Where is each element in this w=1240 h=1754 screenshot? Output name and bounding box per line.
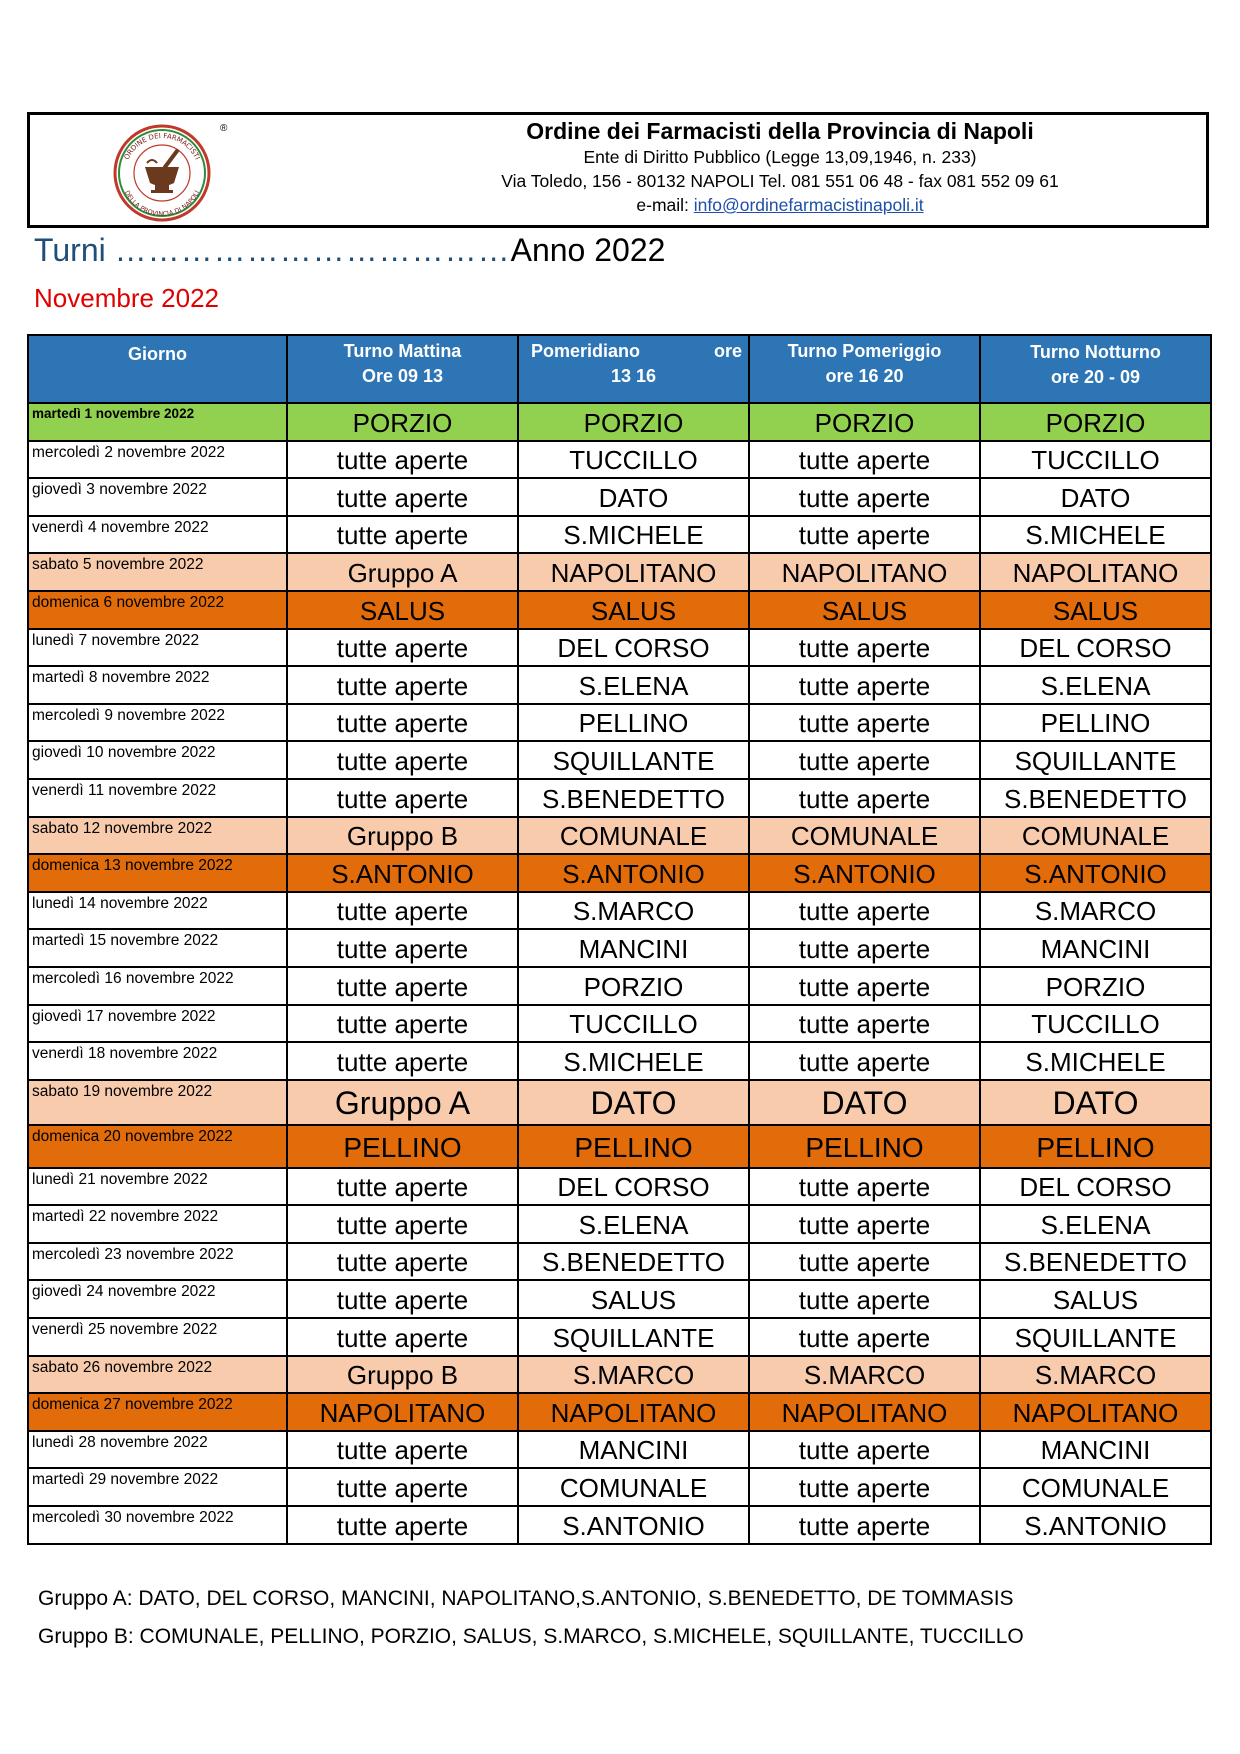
day-cell: giovedì 3 novembre 2022 (28, 478, 287, 516)
afternoon-shift-cell: DATO (749, 1080, 980, 1125)
pomeridiano-shift-cell: PORZIO (518, 967, 749, 1005)
column-header-morning-hours: Ore 09 13 (361, 366, 444, 386)
afternoon-shift-cell: tutte aperte (749, 516, 980, 554)
night-shift-cell: NAPOLITANO (980, 1393, 1211, 1431)
day-cell: martedì 29 novembre 2022 (28, 1468, 287, 1506)
table-row (28, 854, 1211, 892)
table-row (28, 478, 1211, 516)
morning-shift-cell: tutte aperte (287, 1005, 518, 1043)
organization-subtitle: Ente di Diritto Pubblico (Legge 13,09,1946, n. 233) (583, 147, 977, 167)
pomeridiano-shift-cell: S.MARCO (518, 892, 749, 930)
afternoon-shift-cell: PELLINO (749, 1125, 980, 1168)
morning-shift-cell: tutte aperte (287, 1042, 518, 1080)
column-header-afternoon-title: Turno Pomeriggio (787, 341, 942, 361)
night-shift-cell: S.ANTONIO (980, 1506, 1211, 1544)
table-row (28, 1431, 1211, 1469)
night-shift-cell: S.BENEDETTO (980, 779, 1211, 817)
night-shift-cell: S.MARCO (980, 892, 1211, 930)
day-cell: mercoledì 30 novembre 2022 (28, 1506, 287, 1544)
table-row (28, 1280, 1211, 1318)
column-header-pomeridiano-label: Pomeridiano (531, 341, 641, 361)
afternoon-shift-cell: SALUS (749, 591, 980, 629)
pomeridiano-shift-cell: TUCCILLO (518, 1005, 749, 1043)
column-header-day (28, 335, 287, 403)
pomeridiano-shift-cell: S.ANTONIO (518, 854, 749, 892)
day-cell: venerdì 25 novembre 2022 (28, 1318, 287, 1356)
morning-shift-cell: Gruppo A (287, 553, 518, 591)
day-cell: domenica 27 novembre 2022 (28, 1393, 287, 1431)
morning-shift-cell: tutte aperte (287, 1168, 518, 1206)
day-cell: mercoledì 16 novembre 2022 (28, 967, 287, 1005)
pomeridiano-shift-cell: S.MICHELE (518, 1042, 749, 1080)
night-shift-cell: S.MARCO (980, 1356, 1211, 1394)
day-cell: giovedì 10 novembre 2022 (28, 741, 287, 779)
morning-shift-cell: tutte aperte (287, 666, 518, 704)
pomeridiano-shift-cell: S.MARCO (518, 1356, 749, 1394)
table-row (28, 1243, 1211, 1281)
day-cell: mercoledì 23 novembre 2022 (28, 1243, 287, 1281)
morning-shift-cell: tutte aperte (287, 1243, 518, 1281)
night-shift-cell: S.MICHELE (980, 516, 1211, 554)
pomeridiano-shift-cell: COMUNALE (518, 817, 749, 855)
night-shift-cell: DATO (980, 478, 1211, 516)
morning-shift-cell: tutte aperte (287, 704, 518, 742)
morning-shift-cell: SALUS (287, 591, 518, 629)
organization-email-line (330, 193, 1230, 217)
morning-shift-cell: tutte aperte (287, 1506, 518, 1544)
pomeridiano-shift-cell: S.ANTONIO (518, 1506, 749, 1544)
shift-schedule-table (27, 334, 1212, 1545)
table-row (28, 1393, 1211, 1431)
day-cell: domenica 13 novembre 2022 (28, 854, 287, 892)
morning-shift-cell: tutte aperte (287, 1431, 518, 1469)
night-shift-cell: SALUS (980, 1280, 1211, 1318)
afternoon-shift-cell: tutte aperte (749, 1280, 980, 1318)
pomeridiano-shift-cell: NAPOLITANO (518, 1393, 749, 1431)
day-cell: lunedì 28 novembre 2022 (28, 1431, 287, 1469)
afternoon-shift-cell: COMUNALE (749, 817, 980, 855)
night-shift-cell: NAPOLITANO (980, 553, 1211, 591)
pomeridiano-shift-cell: NAPOLITANO (518, 553, 749, 591)
table-row (28, 779, 1211, 817)
table-row (28, 1506, 1211, 1544)
pomeridiano-shift-cell: SALUS (518, 591, 749, 629)
afternoon-shift-cell: tutte aperte (749, 629, 980, 667)
column-header-morning-title: Turno Mattina (343, 341, 462, 361)
afternoon-shift-cell: tutte aperte (749, 704, 980, 742)
morning-shift-cell: tutte aperte (287, 441, 518, 479)
day-cell: sabato 26 novembre 2022 (28, 1356, 287, 1394)
morning-shift-cell: tutte aperte (287, 967, 518, 1005)
column-header-pomeridiano-title (519, 339, 748, 364)
morning-shift-cell: tutte aperte (287, 1468, 518, 1506)
afternoon-shift-cell: tutte aperte (749, 1318, 980, 1356)
pomeridiano-shift-cell: SALUS (518, 1280, 749, 1318)
month-title: Novembre 2022 (34, 283, 219, 313)
table-row (28, 704, 1211, 742)
night-shift-cell: SQUILLANTE (980, 741, 1211, 779)
morning-shift-cell: Gruppo A (287, 1080, 518, 1125)
group-b-line: Gruppo B: COMUNALE, PELLINO, PORZIO, SALUS, S.MARCO, S.MICHELE, SQUILLANTE, TUCCILLO (38, 1625, 1024, 1648)
column-header-pomeridiano (518, 335, 749, 403)
afternoon-shift-cell: tutte aperte (749, 1205, 980, 1243)
morning-shift-cell: tutte aperte (287, 779, 518, 817)
morning-shift-cell: tutte aperte (287, 516, 518, 554)
morning-shift-cell: PORZIO (287, 403, 518, 441)
table-row (28, 403, 1211, 441)
column-header-night (980, 335, 1211, 403)
turni-title (34, 230, 665, 270)
table-row (28, 1356, 1211, 1394)
morning-shift-cell: tutte aperte (287, 741, 518, 779)
afternoon-shift-cell: tutte aperte (749, 1506, 980, 1544)
night-shift-cell: TUCCILLO (980, 441, 1211, 479)
afternoon-shift-cell: S.MARCO (749, 1356, 980, 1394)
table-header-row (28, 335, 1211, 403)
morning-shift-cell: S.ANTONIO (287, 854, 518, 892)
order-seal-logo (107, 123, 217, 223)
pomeridiano-shift-cell: MANCINI (518, 929, 749, 967)
night-shift-cell: MANCINI (980, 1431, 1211, 1469)
night-shift-cell: MANCINI (980, 929, 1211, 967)
day-cell: mercoledì 9 novembre 2022 (28, 704, 287, 742)
anno-label: Anno 2022 (510, 232, 666, 268)
day-cell: giovedì 17 novembre 2022 (28, 1005, 287, 1043)
day-cell: mercoledì 2 novembre 2022 (28, 441, 287, 479)
morning-shift-cell: Gruppo B (287, 1356, 518, 1394)
table-row (28, 591, 1211, 629)
table-row (28, 1042, 1211, 1080)
pomeridiano-shift-cell: S.ELENA (518, 666, 749, 704)
table-row (28, 892, 1211, 930)
morning-shift-cell: NAPOLITANO (287, 1393, 518, 1431)
pomeridiano-shift-cell: S.BENEDETTO (518, 1243, 749, 1281)
registered-mark: ® (220, 123, 228, 134)
seal-text-top: ORDINE DEI FARMACISTI (122, 131, 202, 162)
day-cell: sabato 19 novembre 2022 (28, 1080, 287, 1125)
table-row (28, 929, 1211, 967)
night-shift-cell: PELLINO (980, 704, 1211, 742)
pomeridiano-shift-cell: DEL CORSO (518, 1168, 749, 1206)
letterhead (27, 112, 1209, 228)
column-header-morning (287, 335, 518, 403)
organization-info (330, 117, 1230, 217)
day-cell: lunedì 21 novembre 2022 (28, 1168, 287, 1206)
pomeridiano-shift-cell: PORZIO (518, 403, 749, 441)
day-cell: martedì 15 novembre 2022 (28, 929, 287, 967)
table-row (28, 1005, 1211, 1043)
table-row (28, 817, 1211, 855)
afternoon-shift-cell: tutte aperte (749, 892, 980, 930)
seal-text-bottom: DELLA PROVINCIA DI NAPOLI (122, 189, 202, 219)
day-cell: venerdì 11 novembre 2022 (28, 779, 287, 817)
day-cell: sabato 12 novembre 2022 (28, 817, 287, 855)
column-header-pomeridiano-hours: 13 16 (610, 366, 657, 386)
table-row (28, 1080, 1211, 1125)
night-shift-cell: COMUNALE (980, 1468, 1211, 1506)
day-cell: martedì 22 novembre 2022 (28, 1205, 287, 1243)
morning-shift-cell: tutte aperte (287, 1280, 518, 1318)
afternoon-shift-cell: PORZIO (749, 403, 980, 441)
night-shift-cell: COMUNALE (980, 817, 1211, 855)
table-row (28, 516, 1211, 554)
day-cell: giovedì 24 novembre 2022 (28, 1280, 287, 1318)
turni-dots: ……………………………… (114, 232, 511, 268)
table-row (28, 441, 1211, 479)
afternoon-shift-cell: tutte aperte (749, 441, 980, 479)
morning-shift-cell: Gruppo B (287, 817, 518, 855)
pomeridiano-shift-cell: S.BENEDETTO (518, 779, 749, 817)
afternoon-shift-cell: tutte aperte (749, 1243, 980, 1281)
table-row (28, 1125, 1211, 1168)
table-row (28, 967, 1211, 1005)
pomeridiano-shift-cell: TUCCILLO (518, 441, 749, 479)
table-row (28, 666, 1211, 704)
pomeridiano-shift-cell: MANCINI (518, 1431, 749, 1469)
night-shift-cell: PELLINO (980, 1125, 1211, 1168)
group-a-line: Gruppo A: DATO, DEL CORSO, MANCINI, NAPOLITANO,S.ANTONIO, S.BENEDETTO, DE TOMMASIS (38, 1587, 1014, 1610)
night-shift-cell: PORZIO (980, 967, 1211, 1005)
night-shift-cell: PORZIO (980, 403, 1211, 441)
afternoon-shift-cell: tutte aperte (749, 967, 980, 1005)
table-row (28, 553, 1211, 591)
afternoon-shift-cell: tutte aperte (749, 779, 980, 817)
day-cell: venerdì 4 novembre 2022 (28, 516, 287, 554)
night-shift-cell: DATO (980, 1080, 1211, 1125)
morning-shift-cell: tutte aperte (287, 929, 518, 967)
table-row (28, 741, 1211, 779)
afternoon-shift-cell: NAPOLITANO (749, 1393, 980, 1431)
seal-icon (107, 123, 217, 223)
table-row (28, 1318, 1211, 1356)
table-row (28, 1205, 1211, 1243)
table-row (28, 1468, 1211, 1506)
morning-shift-cell: tutte aperte (287, 478, 518, 516)
turni-label: Turni (34, 232, 106, 268)
day-cell: lunedì 7 novembre 2022 (28, 629, 287, 667)
organization-address: Via Toledo, 156 - 80132 NAPOLI Tel. 081 551 06 48 - fax 081 552 09 61 (501, 171, 1059, 191)
night-shift-cell: S.ANTONIO (980, 854, 1211, 892)
afternoon-shift-cell: tutte aperte (749, 1168, 980, 1206)
afternoon-shift-cell: tutte aperte (749, 1468, 980, 1506)
groups-legend (38, 1580, 1024, 1656)
table-body (28, 403, 1211, 1544)
day-cell: venerdì 18 novembre 2022 (28, 1042, 287, 1080)
morning-shift-cell: PELLINO (287, 1125, 518, 1168)
column-header-night-title: Turno Notturno (1030, 342, 1161, 362)
column-header-afternoon-hours: ore 16 20 (825, 366, 904, 386)
afternoon-shift-cell: tutte aperte (749, 1005, 980, 1043)
night-shift-cell: DEL CORSO (980, 1168, 1211, 1206)
column-header-afternoon (749, 335, 980, 403)
table-row (28, 1168, 1211, 1206)
email-label: e-mail: (636, 195, 694, 215)
afternoon-shift-cell: S.ANTONIO (749, 854, 980, 892)
column-header-night-hours: ore 20 - 09 (1050, 367, 1141, 387)
pomeridiano-shift-cell: DATO (518, 478, 749, 516)
email-link[interactable]: info@ordinefarmacistinapoli.it (693, 195, 924, 215)
night-shift-cell: S.MICHELE (980, 1042, 1211, 1080)
morning-shift-cell: tutte aperte (287, 892, 518, 930)
day-cell: domenica 20 novembre 2022 (28, 1125, 287, 1168)
pomeridiano-shift-cell: S.ELENA (518, 1205, 749, 1243)
morning-shift-cell: tutte aperte (287, 1318, 518, 1356)
night-shift-cell: SALUS (980, 591, 1211, 629)
pomeridiano-shift-cell: DEL CORSO (518, 629, 749, 667)
afternoon-shift-cell: NAPOLITANO (749, 553, 980, 591)
pomeridiano-shift-cell: COMUNALE (518, 1468, 749, 1506)
night-shift-cell: TUCCILLO (980, 1005, 1211, 1043)
day-cell: sabato 5 novembre 2022 (28, 553, 287, 591)
afternoon-shift-cell: tutte aperte (749, 478, 980, 516)
night-shift-cell: SQUILLANTE (980, 1318, 1211, 1356)
afternoon-shift-cell: tutte aperte (749, 1042, 980, 1080)
morning-shift-cell: tutte aperte (287, 629, 518, 667)
day-cell: lunedì 14 novembre 2022 (28, 892, 287, 930)
pomeridiano-shift-cell: SQUILLANTE (518, 741, 749, 779)
afternoon-shift-cell: tutte aperte (749, 929, 980, 967)
pomeridiano-shift-cell: PELLINO (518, 704, 749, 742)
column-header-pomeridiano-ore: ore (713, 341, 742, 361)
day-cell: martedì 8 novembre 2022 (28, 666, 287, 704)
pomeridiano-shift-cell: DATO (518, 1080, 749, 1125)
pomeridiano-shift-cell: SQUILLANTE (518, 1318, 749, 1356)
table-row (28, 629, 1211, 667)
pomeridiano-shift-cell: S.MICHELE (518, 516, 749, 554)
day-cell: martedì 1 novembre 2022 (28, 403, 287, 441)
column-header-day-label: Giorno (128, 344, 187, 364)
pomeridiano-shift-cell: PELLINO (518, 1125, 749, 1168)
night-shift-cell: S.ELENA (980, 666, 1211, 704)
afternoon-shift-cell: tutte aperte (749, 1431, 980, 1469)
afternoon-shift-cell: tutte aperte (749, 741, 980, 779)
night-shift-cell: S.ELENA (980, 1205, 1211, 1243)
afternoon-shift-cell: tutte aperte (749, 666, 980, 704)
organization-title: Ordine dei Farmacisti della Provincia di Napoli (526, 118, 1034, 144)
morning-shift-cell: tutte aperte (287, 1205, 518, 1243)
night-shift-cell: S.BENEDETTO (980, 1243, 1211, 1281)
day-cell: domenica 6 novembre 2022 (28, 591, 287, 629)
night-shift-cell: DEL CORSO (980, 629, 1211, 667)
